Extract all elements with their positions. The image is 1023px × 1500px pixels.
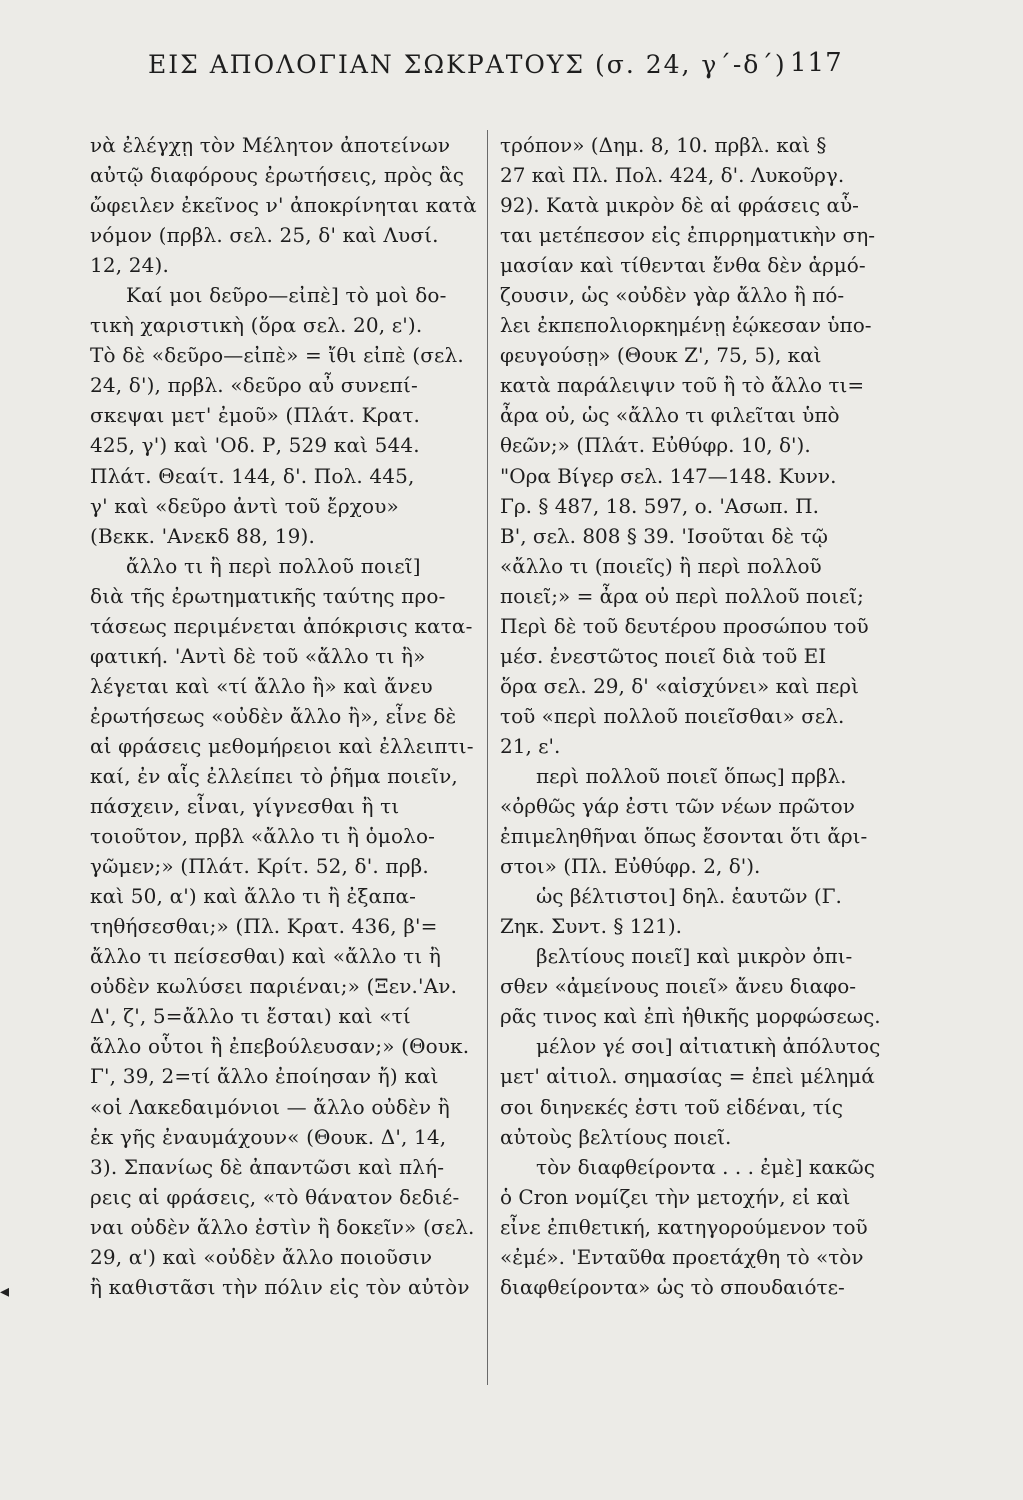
left-column-line: 3). Σπανίως δὲ ἀπαντῶσι καὶ πλή- (90, 1154, 445, 1179)
right-column-line: μέλον γέ σοι] αἰτιατικὴ ἀπόλυτος (536, 1034, 881, 1059)
left-column-line: καὶ 50, α') καὶ ἄλλο τι ἢ ἐξαπα- (90, 884, 417, 909)
left-column-line: αἱ φράσεις μεθομήρειοι καὶ ἐλλειπτι- (90, 733, 474, 758)
running-title: ΕΙΣ ΑΠΟΛΟΓΙΑΝ ΣΩΚΡΑΤΟΥΣ (σ. 24, γ΄-δ΄) (148, 50, 787, 79)
left-column-line: Δ', ζ', 5=ἄλλο τι ἔσται) καὶ «τί (90, 1004, 411, 1029)
margin-arrow-mark: ◂ (0, 1281, 10, 1302)
right-column-line: φευγούσῃ» (Θουκ Ζ', 75, 5), καὶ (500, 343, 822, 368)
left-column-line: γ' καὶ «δεῦρο ἀντὶ τοῦ ἔρχου» (90, 493, 399, 518)
right-column-line: κατὰ παράλειψιν τοῦ ἢ τὸ ἄλλο τι= (500, 373, 865, 398)
column-divider (487, 130, 488, 1385)
left-column-line: τάσεως περιμένεται ἀπόκρισις κατα- (90, 613, 473, 638)
right-column-line: ποιεῖ;» = ἆρα οὐ περὶ πολλοῦ ποιεῖ; (500, 583, 864, 608)
right-column-line: διαφθείροντα» ὡς τὸ σπουδαιότε- (500, 1274, 845, 1299)
left-column-line: Τὸ δὲ «δεῦρο—εἰπὲ» = ἴθι εἰπὲ (σελ. (90, 343, 464, 368)
right-column-line: λει ἐκπεπολιορκημένῃ ἐῴκεσαν ὑπο- (500, 313, 872, 338)
left-column-line: νὰ ἐλέγχῃ τὸν Μέλητον ἀποτείνων (90, 133, 451, 157)
left-column-line: καί, ἐν αἷς ἐλλείπει τὸ ῥῆμα ποιεῖν, (90, 763, 458, 788)
right-column-line: ζουσιν, ὡς «οὐδὲν γὰρ ἄλλο ἢ πό- (500, 283, 845, 308)
left-column-line: ὤφειλεν ἐκεῖνος ν' ἀποκρίνηται κατὰ (90, 193, 477, 218)
left-column-line: τοιοῦτον, πρβλ «ἄλλο τι ἢ ὁμολο- (90, 824, 436, 849)
left-column-line: νόμον (πρβλ. σελ. 25, δ' καὶ Λυσί. (90, 223, 439, 248)
left-column-line: 29, α') καὶ «οὐδὲν ἄλλο ποιοῦσιν (90, 1244, 433, 1269)
right-column (500, 130, 895, 1302)
right-column-line: ἆρα οὐ, ὡς «ἄλλο τι φιλεῖται ὑπὸ (500, 403, 840, 428)
left-column-line: ἐρωτήσεως «οὐδὲν ἄλλο ἢ», εἶνε δὲ (90, 703, 457, 728)
right-column-line: ὁ Cron νομίζει τὴν μετοχήν, εἰ καὶ (500, 1184, 851, 1209)
right-column-line: θεῶν;» (Πλάτ. Εὐθύφρ. 10, δ'). (500, 433, 811, 458)
right-column-line: Β', σελ. 808 § 39. 'Ισοῦται δὲ τῷ (500, 523, 828, 548)
left-column-line: τηθήσεσθαι;» (Πλ. Κρατ. 436, β'= (90, 914, 438, 939)
left-column-line: ἢ καθιστᾶσι τὴν πόλιν εἰς τὸν αὐτὸν (90, 1274, 470, 1299)
right-column-line: τοῦ «περὶ πολλοῦ ποιεῖσθαι» σελ. (500, 703, 845, 728)
left-column-line: ρεις αἱ φράσεις, «τὸ θάνατον δεδιέ- (90, 1184, 460, 1209)
right-column-line: τὸν διαφθείροντα . . . ἐμὲ] κακῶς (536, 1154, 875, 1179)
left-column-line: 12, 24). (90, 253, 169, 278)
right-column-line: σοι διηνεκές ἐστι τοῦ εἰδέναι, τίς (500, 1094, 843, 1119)
right-column-line: ρᾶς τινος καὶ ἐπὶ ἠθικῆς μορφώσεως. (500, 1004, 881, 1029)
left-column-line: λέγεται καὶ «τί ἄλλο ἢ» καὶ ἄνευ (90, 673, 433, 698)
left-column-line: ναι οὐδὲν ἄλλο ἐστὶν ἢ δοκεῖν» (σελ. (90, 1214, 475, 1239)
left-column-line: σκεψαι μετ' ἐμοῦ» (Πλάτ. Κρατ. (90, 403, 421, 428)
right-column-line: μασίαν καὶ τίθενται ἔνθα δὲν ἁρμό- (500, 253, 866, 278)
right-column-line: 27 καὶ Πλ. Πολ. 424, δ'. Λυκοῦργ. (500, 163, 845, 188)
right-column-line: Γρ. § 487, 18. 597, ο. 'Ασωπ. Π. (500, 493, 819, 518)
left-column-line: Γ', 39, 2=τί ἄλλο ἐποίησαν ἤ) καὶ (90, 1064, 439, 1089)
right-column-line: στοι» (Πλ. Εὐθύφρ. 2, δ'). (500, 854, 761, 879)
right-column-line: τρόπον» (Δημ. 8, 10. πρβλ. καὶ § (500, 133, 827, 157)
left-column-line: ἄλλο τι πείσεσθαι) καὶ «ἄλλο τι ἢ (90, 944, 441, 969)
left-column-line: 24, δ'), πρβλ. «δεῦρο αὖ συνεπί- (90, 373, 418, 398)
left-column-line: τικὴ χαριστικὴ (ὅρα σελ. 20, ε'). (90, 313, 423, 338)
left-column-line: πάσχειν, εἶναι, γίγνεσθαι ἢ τι (90, 794, 400, 819)
left-column-line: Πλάτ. Θεαίτ. 144, δ'. Πολ. 445, (90, 463, 415, 488)
right-column-line: περὶ πολλοῦ ποιεῖ ὅπως] πρβλ. (536, 763, 847, 788)
left-column-line: οὐδὲν κωλύσει παριέναι;» (Ξεν.'Αν. (90, 974, 458, 999)
right-column-line: αὐτοὺς βελτίους ποιεῖ. (500, 1124, 732, 1149)
left-column-line: «οἱ Λακεδαιμόνιοι — ἄλλο οὐδὲν ἢ (90, 1094, 450, 1119)
left-column-line: φατική. 'Αντὶ δὲ τοῦ «ἄλλο τι ἢ» (90, 643, 426, 668)
right-column-line: «ἄλλο τι (ποιεῖς) ἢ περὶ πολλοῦ (500, 553, 822, 578)
right-column-line: ται μετέπεσον εἰς ἐπιρρηματικὴν ση- (500, 223, 876, 248)
right-column-line: Ζηκ. Συντ. § 121). (500, 914, 683, 939)
left-column-line: 425, γ') καὶ 'Οδ. Ρ, 529 καὶ 544. (90, 433, 420, 458)
right-column-line: μέσ. ἐνεστῶτος ποιεῖ διὰ τοῦ ΕΙ (500, 643, 827, 668)
left-column-line: ἄλλο οὗτοι ἢ ἐπεβούλευσαν;» (Θουκ. (90, 1034, 470, 1059)
right-column-line: εἶνε ἐπιθετική, κατηγορούμενον τοῦ (500, 1214, 868, 1239)
right-column-line: σθεν «ἀμείνους ποιεῖ» ἄνευ διαφο- (500, 974, 856, 999)
left-column (90, 130, 482, 1302)
left-column-line: ἐκ γῆς ἐναυμάχουν« (Θουκ. Δ', 14, (90, 1124, 447, 1149)
right-column-line: ὡς βέλτιστοι] δηλ. ἑαυτῶν (Γ. (536, 884, 842, 909)
left-column-line: ἄλλο τι ἢ περὶ πολλοῦ ποιεῖ] (126, 553, 421, 578)
right-column-line: μετ' αἰτιολ. σημασίας = ἐπεὶ μέλημά (500, 1064, 875, 1089)
right-column-line: ἐπιμεληθῆναι ὅπως ἔσονται ὅτι ἄρι- (500, 824, 868, 849)
left-column-line: αὐτῷ διαφόρους ἐρωτήσεις, πρὸς ἃς (90, 163, 465, 188)
left-column-line: (Βεκκ. 'Ανεκδ 88, 19). (90, 523, 316, 548)
right-column-line: 92). Κατὰ μικρὸν δὲ αἱ φράσεις αὗ- (500, 193, 859, 218)
right-column-line: «ὀρθῶς γάρ ἐστι τῶν νέων πρῶτον (500, 794, 855, 819)
right-column-line: ὅρα σελ. 29, δ' «αἰσχύνει» καὶ περὶ (500, 673, 859, 698)
right-column-line: "Ορα Βίγερ σελ. 147—148. Κυνν. (500, 463, 837, 488)
right-column-line: Περὶ δὲ τοῦ δευτέρου προσώπου τοῦ (500, 613, 869, 638)
left-column-line: διὰ τῆς ἐρωτηματικῆς ταύτης προ- (90, 583, 446, 608)
page-number: 117 (790, 48, 843, 78)
left-column-line: γῶμεν;» (Πλάτ. Κρίτ. 52, δ'. πρβ. (90, 854, 429, 879)
page-header (0, 42, 1023, 92)
right-column-line: «ἐμέ». 'Ενταῦθα προετάχθη τὸ «τὸν (500, 1244, 864, 1269)
right-column-line: 21, ε'. (500, 733, 561, 758)
right-column-line: βελτίους ποιεῖ] καὶ μικρὸν ὀπι- (536, 944, 853, 969)
left-column-line: Καί μοι δεῦρο—εἰπὲ] τὸ μοὶ δο- (126, 283, 447, 308)
